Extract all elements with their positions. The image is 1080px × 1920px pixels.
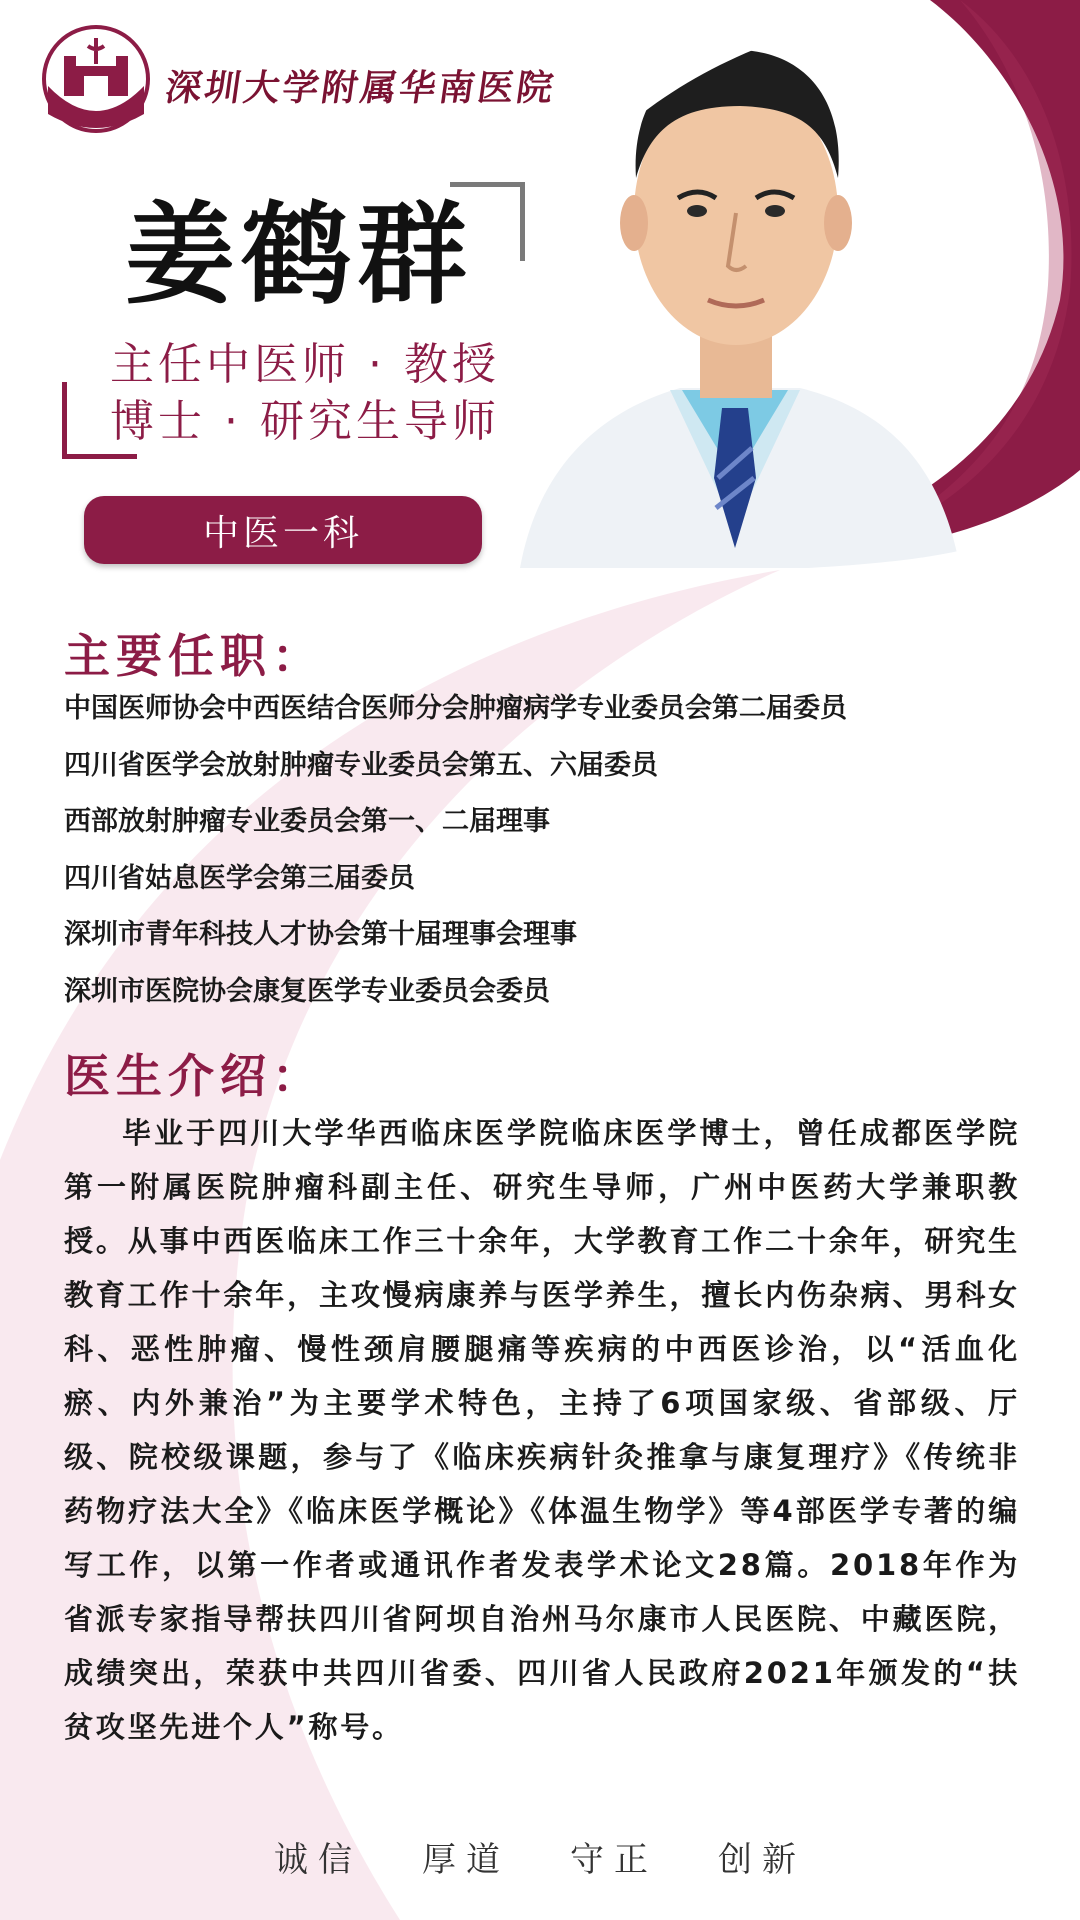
position-item: 四川省姑息医学会第三届委员 — [64, 862, 415, 894]
motto-word: 创新 — [718, 1840, 806, 1880]
position-item: 深圳市医院协会康复医学专业委员会委员 — [64, 975, 550, 1007]
position-item: 中国医师协会中西医结合医师分会肿瘤病学专业委员会第二届委员 — [64, 693, 847, 724]
doctor-biography: 毕业于四川大学华西临床医学院临床医学博士，曾任成都医学院第一附属医院肿瘤科副主任、研究生导师，广州中医药大学兼职教授。从事中西医临床工作三十余年，大学教育工作二十余年，研究生教育工作十余年，主攻慢病康养与医学养生，擅长内伤杂病、男科女科、恶性肿瘤、慢性颈肩腰腿痛等疾病的中西医诊治，以“活血化瘀、内外兼治”为主要学术特色，主持了6项国家级、省部级、厅级、院校级课题，参与了《临床疾病针灸推拿与康复理疗》《传统非药物疗法大全》《临床医学概论》《体温生物学》等4部医学专著的编写工作，以第一作者或通讯作者发表学术论文28篇。2018年作为省派专家指导帮扶四川省阿坝自治州马尔康市人民医院、中藏医院，成绩突出，荣获中共四川省委、四川省人民政府2021年颁发的“扶贫攻坚先进个人”称号。 — [64, 1116, 1020, 1744]
position-item: 四川省医学会放射肿瘤专业委员会第五、六届委员 — [64, 749, 658, 781]
hospital-emblem-icon — [36, 24, 156, 134]
doctor-title-line-1: 主任中医师 · 教授 — [110, 339, 500, 390]
position-item: 西部放射肿瘤专业委员会第一、二届理事 — [64, 806, 550, 837]
motto-word: 厚道 — [422, 1840, 510, 1880]
hospital-name: 深圳大学附属华南医院 — [162, 67, 559, 109]
position-item: 深圳市青年科技人才协会第十届理事会理事 — [64, 919, 577, 950]
doctor-title-line-2: 博士 · 研究生导师 — [110, 396, 500, 447]
intro-heading: 医生介绍： — [64, 1049, 324, 1103]
motto-word: 守正 — [570, 1840, 658, 1880]
positions-list — [64, 688, 847, 1027]
motto — [0, 1832, 1080, 1881]
motto-word: 诚信 — [274, 1840, 362, 1880]
department-badge — [84, 496, 482, 564]
positions-heading: 主要任职： — [64, 629, 324, 683]
doctor-name: 姜鹤群 — [125, 191, 473, 319]
department-label: 中医一科 — [202, 512, 363, 554]
